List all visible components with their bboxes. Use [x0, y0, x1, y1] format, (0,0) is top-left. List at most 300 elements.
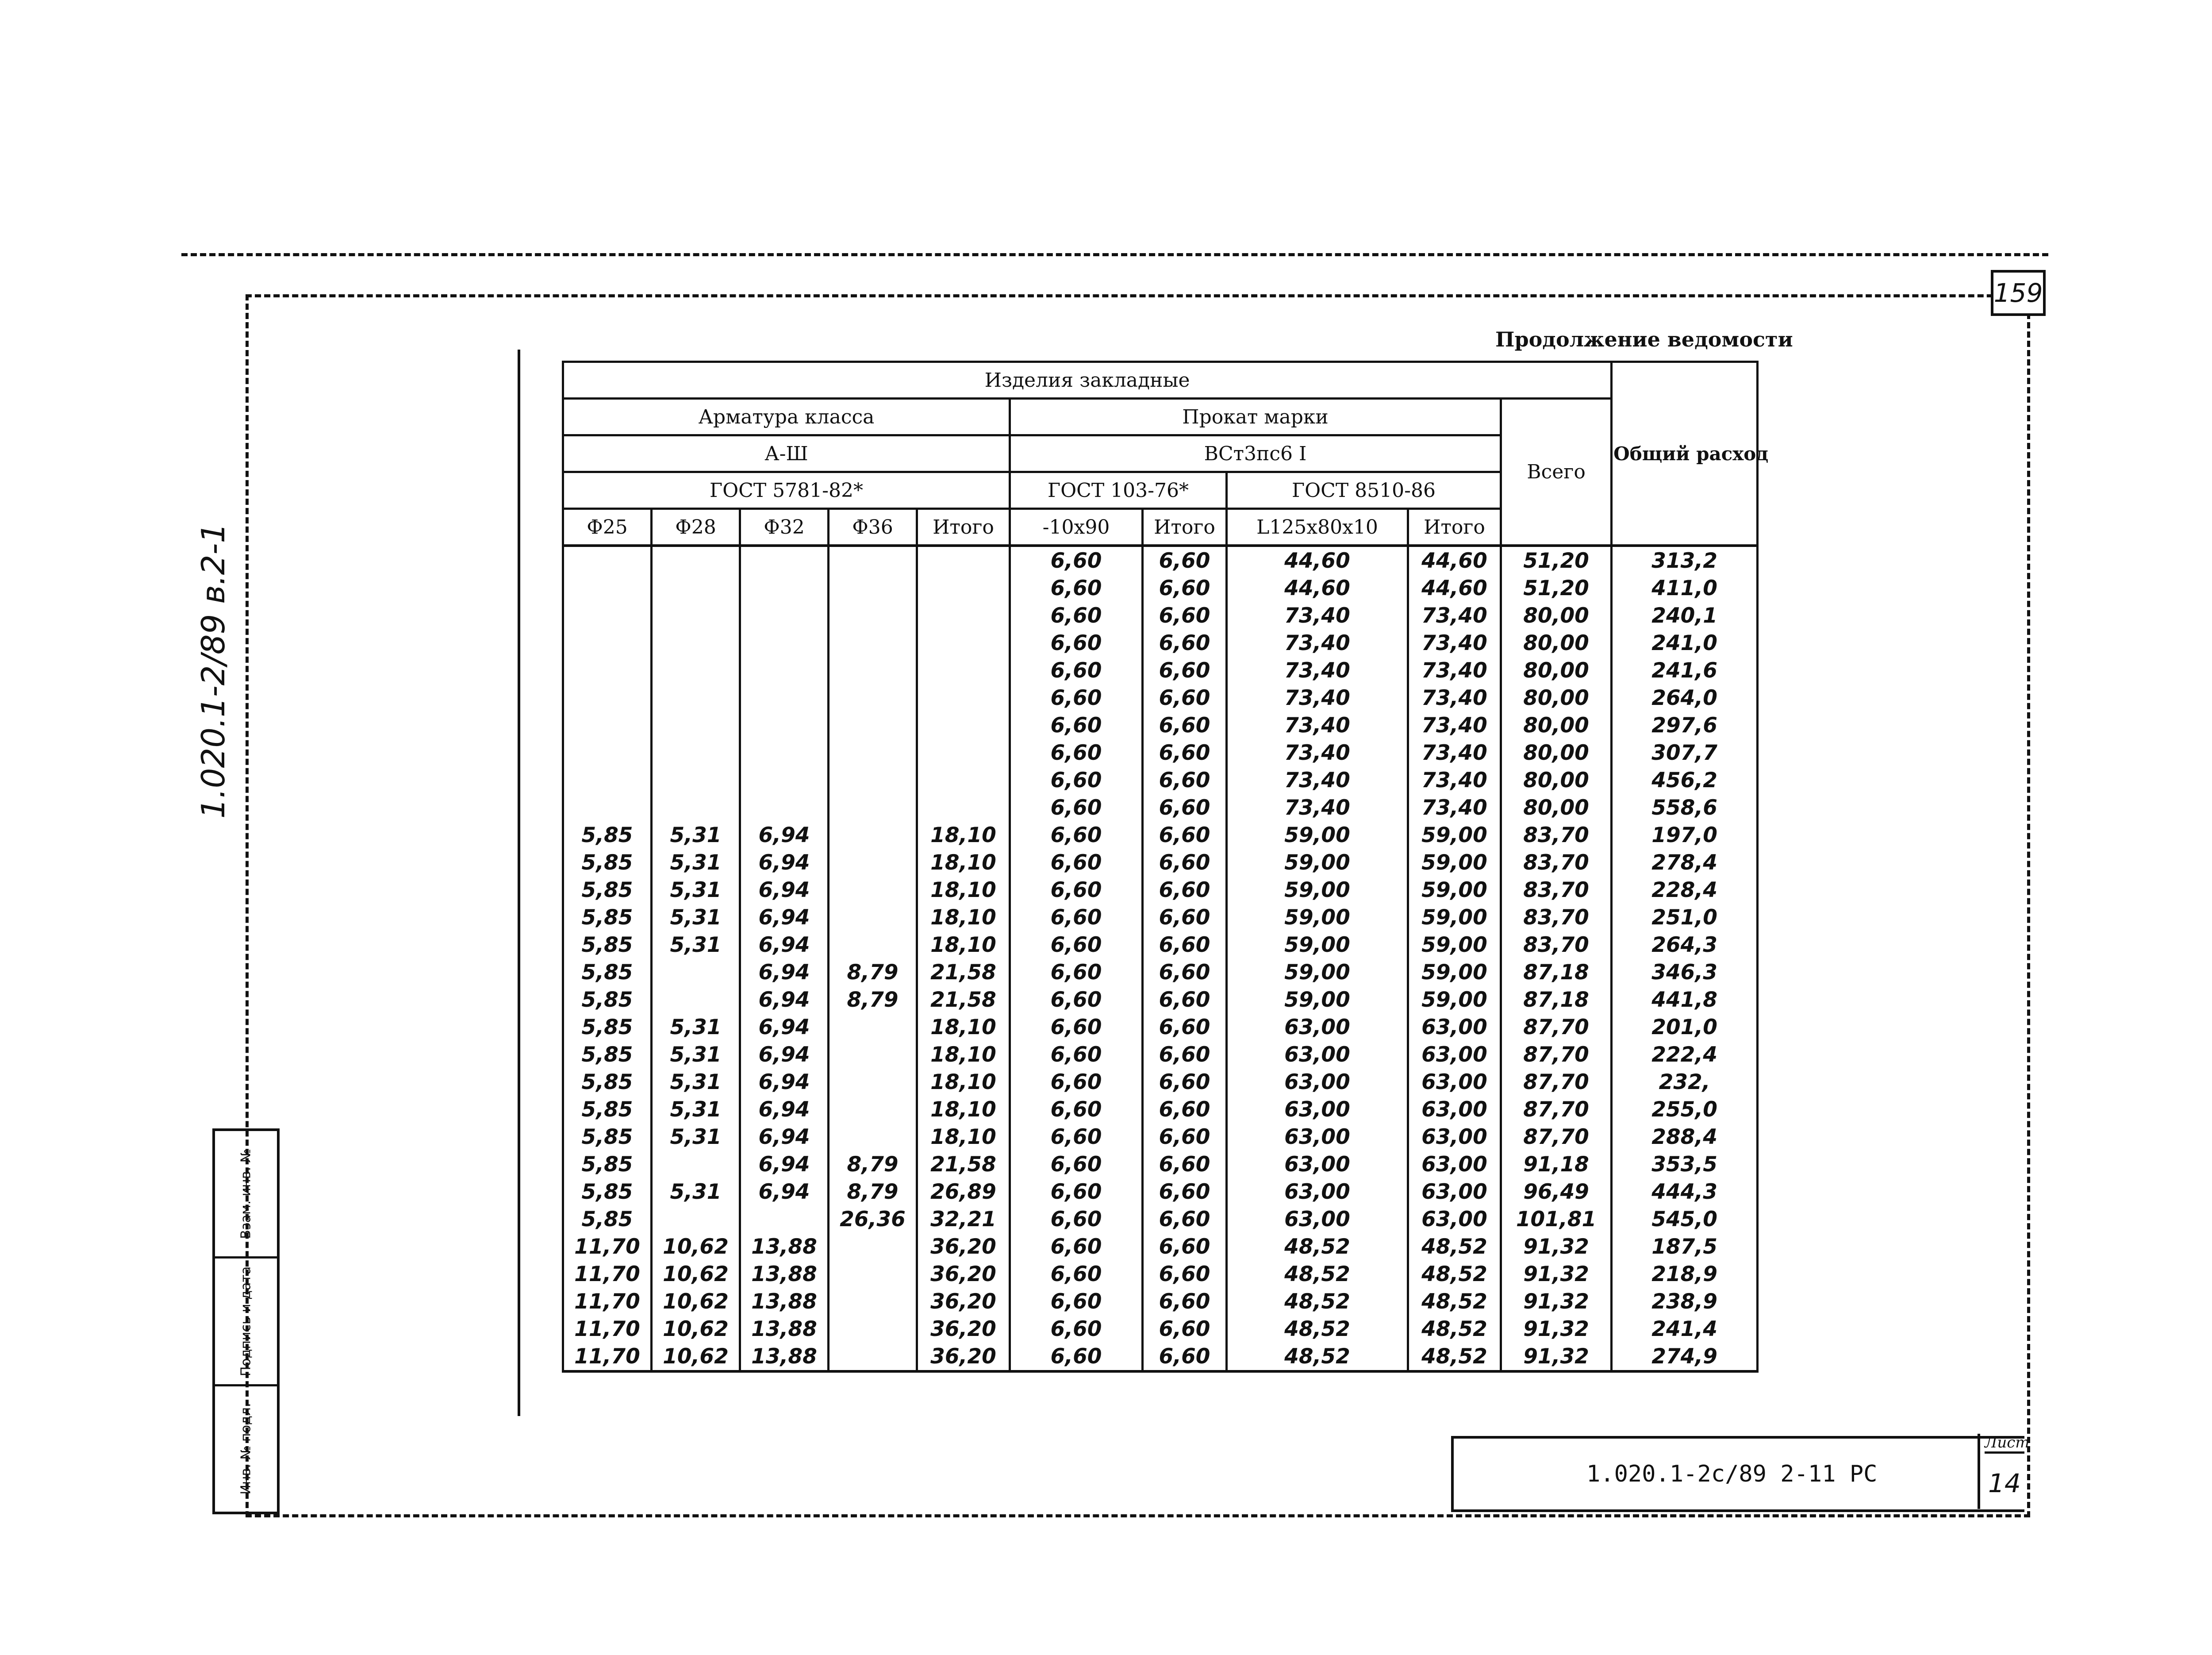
- table-cell: 36,20: [917, 1288, 1010, 1315]
- table-body: [563, 546, 1758, 1371]
- table-row: [563, 766, 1758, 794]
- table-cell: 36,20: [917, 1260, 1010, 1288]
- table-cell: 5,85: [563, 1151, 652, 1178]
- table-cell: 63,00: [1408, 1205, 1501, 1233]
- rolled-gost-2: ГОСТ 8510-86: [1227, 472, 1501, 509]
- table-cell: 21,58: [917, 958, 1010, 986]
- table-cell: 274,9: [1612, 1343, 1758, 1371]
- table-cell: 6,60: [1010, 821, 1143, 849]
- table-cell: 80,00: [1501, 684, 1612, 712]
- table-cell: 11,70: [563, 1343, 652, 1371]
- page-number: 159: [1991, 270, 2046, 316]
- table-cell: 6,60: [1010, 657, 1143, 684]
- table-cell: 6,60: [1143, 904, 1227, 931]
- table-cell: 8,79: [829, 958, 917, 986]
- table-cell: 13,88: [740, 1233, 829, 1260]
- table-cell: [829, 794, 917, 821]
- table-cell: 6,94: [740, 876, 829, 904]
- table-cell: [740, 794, 829, 821]
- table-cell: 18,10: [917, 1123, 1010, 1151]
- table-cell: 6,60: [1010, 1205, 1143, 1233]
- table-cell: 59,00: [1227, 931, 1408, 958]
- header-row-1: [563, 362, 1758, 399]
- table-cell: 6,60: [1143, 657, 1227, 684]
- table-cell: 5,85: [563, 931, 652, 958]
- table-row: [563, 1041, 1758, 1068]
- table-cell: 59,00: [1227, 958, 1408, 986]
- table-cell: 73,40: [1227, 684, 1408, 712]
- table-cell: 18,10: [917, 876, 1010, 904]
- table-cell: 48,52: [1227, 1343, 1408, 1371]
- table-cell: 83,70: [1501, 821, 1612, 849]
- table-cell: 5,31: [652, 904, 740, 931]
- table-cell: 73,40: [1408, 739, 1501, 766]
- table-cell: 6,60: [1010, 1178, 1143, 1205]
- table-cell: 6,60: [1143, 712, 1227, 739]
- table-row: [563, 876, 1758, 904]
- table-cell: 87,18: [1501, 986, 1612, 1013]
- column-header: Ф28: [652, 509, 740, 546]
- table-row: [563, 1151, 1758, 1178]
- table-cell: 87,70: [1501, 1013, 1612, 1041]
- table-cell: 63,00: [1227, 1013, 1408, 1041]
- table-cell: 73,40: [1227, 657, 1408, 684]
- table-cell: [652, 629, 740, 657]
- table-row: [563, 1178, 1758, 1205]
- group-title: Изделия закладные: [563, 362, 1612, 399]
- table-cell: 6,60: [1143, 629, 1227, 657]
- sheet-label: Лист: [1985, 1434, 2024, 1454]
- table-cell: 44,60: [1408, 574, 1501, 602]
- table-cell: 187,5: [1612, 1233, 1758, 1260]
- table-cell: [563, 794, 652, 821]
- table-cell: 59,00: [1227, 876, 1408, 904]
- table-cell: 197,0: [1612, 821, 1758, 849]
- table-cell: 264,0: [1612, 684, 1758, 712]
- table-cell: [740, 684, 829, 712]
- table-row: [563, 629, 1758, 657]
- table-cell: 63,00: [1408, 1096, 1501, 1123]
- table-cell: 21,58: [917, 986, 1010, 1013]
- table-cell: 73,40: [1408, 684, 1501, 712]
- table-row: [563, 1288, 1758, 1315]
- table-cell: 5,85: [563, 904, 652, 931]
- table-row: [563, 1315, 1758, 1343]
- table-cell: [917, 602, 1010, 629]
- table-heading: Продолжение ведомости: [1495, 327, 1793, 351]
- rolled-title: Прокат марки: [1010, 399, 1501, 435]
- table-cell: [652, 986, 740, 1013]
- table-cell: 59,00: [1408, 904, 1501, 931]
- table-cell: [829, 766, 917, 794]
- table-cell: 18,10: [917, 1041, 1010, 1068]
- table-row: [563, 602, 1758, 629]
- table-row: [563, 712, 1758, 739]
- table-cell: 5,85: [563, 876, 652, 904]
- table-left-margin: [518, 350, 565, 1416]
- table-cell: 10,62: [652, 1233, 740, 1260]
- table-cell: 5,85: [563, 1178, 652, 1205]
- table-cell: 5,85: [563, 849, 652, 876]
- top-cut-line: [181, 253, 2048, 256]
- table-cell: 73,40: [1408, 657, 1501, 684]
- table-cell: 8,79: [829, 1151, 917, 1178]
- table-cell: 91,18: [1501, 1151, 1612, 1178]
- table-cell: [829, 546, 917, 574]
- table-cell: 6,60: [1143, 684, 1227, 712]
- table-cell: [829, 1123, 917, 1151]
- table-cell: 5,85: [563, 1013, 652, 1041]
- table-cell: 36,20: [917, 1233, 1010, 1260]
- table-cell: [652, 739, 740, 766]
- general-header: Общий расход: [1612, 362, 1758, 546]
- table-cell: 83,70: [1501, 904, 1612, 931]
- table-cell: 6,94: [740, 931, 829, 958]
- table-cell: [652, 794, 740, 821]
- table-cell: 73,40: [1408, 766, 1501, 794]
- table-cell: 6,60: [1010, 739, 1143, 766]
- table-cell: 228,4: [1612, 876, 1758, 904]
- table-cell: 5,85: [563, 986, 652, 1013]
- table-cell: 6,60: [1143, 546, 1227, 574]
- table-cell: 73,40: [1408, 794, 1501, 821]
- table-cell: 63,00: [1408, 1041, 1501, 1068]
- table-cell: 73,40: [1408, 602, 1501, 629]
- table-cell: [740, 629, 829, 657]
- stamp-cell-3: [215, 1386, 277, 1512]
- table-cell: [917, 546, 1010, 574]
- armature-title: Арматура класса: [563, 399, 1010, 435]
- table-cell: 59,00: [1227, 904, 1408, 931]
- table-cell: 6,60: [1143, 821, 1227, 849]
- table-cell: [740, 574, 829, 602]
- table-cell: [829, 1343, 917, 1371]
- table-row: [563, 1233, 1758, 1260]
- table-cell: 6,94: [740, 1096, 829, 1123]
- table-cell: 5,85: [563, 958, 652, 986]
- table-cell: 13,88: [740, 1343, 829, 1371]
- table-cell: 6,94: [740, 1041, 829, 1068]
- table-cell: 63,00: [1408, 1151, 1501, 1178]
- table-cell: 5,31: [652, 1041, 740, 1068]
- table-cell: 10,62: [652, 1315, 740, 1343]
- table-cell: 222,4: [1612, 1041, 1758, 1068]
- table-cell: [829, 904, 917, 931]
- table-cell: 5,31: [652, 1178, 740, 1205]
- table-cell: [563, 712, 652, 739]
- table-row: [563, 958, 1758, 986]
- table-cell: 6,60: [1143, 1123, 1227, 1151]
- table-cell: 264,3: [1612, 931, 1758, 958]
- table-cell: 6,60: [1143, 602, 1227, 629]
- table-cell: 241,6: [1612, 657, 1758, 684]
- table-cell: 44,60: [1227, 546, 1408, 574]
- table-cell: 21,58: [917, 1151, 1010, 1178]
- table-cell: [652, 546, 740, 574]
- table-cell: 80,00: [1501, 602, 1612, 629]
- table-cell: 6,60: [1143, 766, 1227, 794]
- table-cell: 48,52: [1227, 1315, 1408, 1343]
- table-cell: [829, 1013, 917, 1041]
- table-row: [563, 794, 1758, 821]
- table-cell: 6,60: [1143, 1205, 1227, 1233]
- table-cell: 6,94: [740, 958, 829, 986]
- table-cell: 18,10: [917, 821, 1010, 849]
- table-row: [563, 1068, 1758, 1096]
- table-cell: 83,70: [1501, 876, 1612, 904]
- table-cell: 201,0: [1612, 1013, 1758, 1041]
- table-cell: 5,85: [563, 1205, 652, 1233]
- table-cell: [563, 574, 652, 602]
- table-cell: 6,60: [1143, 1151, 1227, 1178]
- table-cell: [829, 1315, 917, 1343]
- table-cell: 5,31: [652, 1123, 740, 1151]
- table-cell: 5,31: [652, 1068, 740, 1096]
- table-cell: [563, 602, 652, 629]
- table-row: [563, 546, 1758, 574]
- table-cell: 6,60: [1143, 876, 1227, 904]
- table-cell: 18,10: [917, 1096, 1010, 1123]
- table-cell: [917, 712, 1010, 739]
- table-cell: 18,10: [917, 904, 1010, 931]
- table-cell: 11,70: [563, 1233, 652, 1260]
- table-cell: 5,85: [563, 1041, 652, 1068]
- table-cell: 5,31: [652, 931, 740, 958]
- table-cell: 6,94: [740, 986, 829, 1013]
- table-cell: 241,0: [1612, 629, 1758, 657]
- table-cell: 36,20: [917, 1343, 1010, 1371]
- table-cell: 59,00: [1408, 931, 1501, 958]
- stamp-cell-2: [215, 1259, 277, 1386]
- table-cell: 80,00: [1501, 739, 1612, 766]
- table-cell: [563, 657, 652, 684]
- table-cell: 48,52: [1408, 1233, 1501, 1260]
- table-cell: [829, 629, 917, 657]
- table-row: [563, 904, 1758, 931]
- table-cell: 6,60: [1010, 1013, 1143, 1041]
- table-cell: 59,00: [1227, 986, 1408, 1013]
- table-cell: 444,3: [1612, 1178, 1758, 1205]
- table-cell: 6,60: [1143, 1288, 1227, 1315]
- table-cell: 63,00: [1227, 1123, 1408, 1151]
- table-cell: [829, 574, 917, 602]
- table-cell: 6,60: [1010, 1315, 1143, 1343]
- table-row: [563, 657, 1758, 684]
- left-stamp: [212, 1128, 280, 1514]
- table-cell: 6,60: [1010, 712, 1143, 739]
- table-cell: [917, 766, 1010, 794]
- table-cell: [652, 1151, 740, 1178]
- table-cell: 6,94: [740, 1068, 829, 1096]
- table-cell: [740, 546, 829, 574]
- table-cell: 91,32: [1501, 1260, 1612, 1288]
- table-cell: 6,60: [1143, 1096, 1227, 1123]
- table-cell: [917, 684, 1010, 712]
- table-cell: 13,88: [740, 1315, 829, 1343]
- table-cell: 59,00: [1408, 876, 1501, 904]
- table-cell: 6,60: [1010, 904, 1143, 931]
- table-cell: [829, 602, 917, 629]
- table-cell: 91,32: [1501, 1315, 1612, 1343]
- stamp-label: Подпись и дата: [238, 1266, 254, 1377]
- table-cell: 63,00: [1408, 1013, 1501, 1041]
- table-cell: 48,52: [1227, 1260, 1408, 1288]
- column-header: Ф25: [563, 509, 652, 546]
- table-cell: 73,40: [1227, 602, 1408, 629]
- table-row: [563, 1013, 1758, 1041]
- table-cell: 18,10: [917, 931, 1010, 958]
- table-cell: 6,60: [1010, 546, 1143, 574]
- table-cell: 59,00: [1408, 986, 1501, 1013]
- table-cell: [740, 712, 829, 739]
- table-cell: 83,70: [1501, 931, 1612, 958]
- table-cell: [829, 821, 917, 849]
- table-cell: 6,94: [740, 1178, 829, 1205]
- table-cell: 6,60: [1010, 1123, 1143, 1151]
- table-cell: [829, 1260, 917, 1288]
- table-cell: [652, 657, 740, 684]
- table-cell: 6,60: [1143, 1315, 1227, 1343]
- table-cell: 73,40: [1227, 712, 1408, 739]
- table-cell: 10,62: [652, 1288, 740, 1315]
- table-cell: 307,7: [1612, 739, 1758, 766]
- table-cell: 63,00: [1227, 1178, 1408, 1205]
- table-cell: 87,70: [1501, 1068, 1612, 1096]
- table-row: [563, 1260, 1758, 1288]
- table-cell: 6,60: [1143, 931, 1227, 958]
- table-cell: 87,18: [1501, 958, 1612, 986]
- table-cell: 6,60: [1010, 1068, 1143, 1096]
- table-cell: 18,10: [917, 849, 1010, 876]
- table-cell: 6,60: [1010, 849, 1143, 876]
- table-cell: 96,49: [1501, 1178, 1612, 1205]
- table-cell: 232,: [1612, 1068, 1758, 1096]
- table-cell: 101,81: [1501, 1205, 1612, 1233]
- table-cell: [563, 684, 652, 712]
- table-cell: 26,36: [829, 1205, 917, 1233]
- table-cell: 11,70: [563, 1288, 652, 1315]
- table-cell: [917, 739, 1010, 766]
- table-cell: 6,60: [1143, 574, 1227, 602]
- table-cell: 63,00: [1227, 1205, 1408, 1233]
- table-cell: 6,94: [740, 1013, 829, 1041]
- table-cell: 63,00: [1227, 1151, 1408, 1178]
- table-cell: 18,10: [917, 1013, 1010, 1041]
- table-cell: 91,32: [1501, 1288, 1612, 1315]
- table-row: [563, 821, 1758, 849]
- table-cell: 5,31: [652, 849, 740, 876]
- table-cell: 218,9: [1612, 1260, 1758, 1288]
- table-cell: 73,40: [1227, 766, 1408, 794]
- table-cell: 51,20: [1501, 546, 1612, 574]
- sheet-box: [1978, 1434, 2030, 1509]
- table-cell: 80,00: [1501, 766, 1612, 794]
- table-cell: 6,60: [1143, 1041, 1227, 1068]
- table-cell: 6,60: [1010, 931, 1143, 958]
- table-cell: 48,52: [1408, 1288, 1501, 1315]
- table-cell: [563, 629, 652, 657]
- table-cell: 6,60: [1143, 849, 1227, 876]
- table-cell: 44,60: [1408, 546, 1501, 574]
- table-cell: [652, 602, 740, 629]
- table-cell: 6,60: [1010, 1233, 1143, 1260]
- table-cell: 6,60: [1143, 739, 1227, 766]
- table-cell: [829, 684, 917, 712]
- table-cell: 80,00: [1501, 657, 1612, 684]
- table-cell: 251,0: [1612, 904, 1758, 931]
- table-cell: 241,4: [1612, 1315, 1758, 1343]
- table-cell: 6,60: [1010, 629, 1143, 657]
- table-cell: 87,70: [1501, 1123, 1612, 1151]
- title-block: [1451, 1436, 2024, 1512]
- table-row: [563, 986, 1758, 1013]
- table-row: [563, 739, 1758, 766]
- table-row: [563, 849, 1758, 876]
- table-cell: 48,52: [1408, 1315, 1501, 1343]
- table-cell: 59,00: [1408, 958, 1501, 986]
- table-cell: 11,70: [563, 1260, 652, 1288]
- table-cell: 353,5: [1612, 1151, 1758, 1178]
- table-cell: 13,88: [740, 1260, 829, 1288]
- table-cell: [829, 876, 917, 904]
- table-cell: 5,31: [652, 1013, 740, 1041]
- table-cell: 6,60: [1143, 1343, 1227, 1371]
- table-cell: 48,52: [1408, 1343, 1501, 1371]
- table-cell: [652, 958, 740, 986]
- table-cell: 6,60: [1010, 986, 1143, 1013]
- table-row: [563, 1343, 1758, 1371]
- table-cell: 6,60: [1143, 1178, 1227, 1205]
- table-cell: [829, 931, 917, 958]
- table-cell: 6,60: [1010, 794, 1143, 821]
- table-cell: 11,70: [563, 1315, 652, 1343]
- table-cell: 73,40: [1408, 712, 1501, 739]
- total-header: Всего: [1501, 399, 1612, 546]
- sheet-number: 14: [1988, 1468, 2021, 1498]
- table-cell: [829, 1041, 917, 1068]
- table-cell: [563, 766, 652, 794]
- table-cell: 456,2: [1612, 766, 1758, 794]
- table-cell: 6,60: [1010, 958, 1143, 986]
- table-cell: 91,32: [1501, 1343, 1612, 1371]
- table-cell: [652, 684, 740, 712]
- table-cell: 6,60: [1010, 574, 1143, 602]
- table-cell: 73,40: [1227, 739, 1408, 766]
- column-header: Ф32: [740, 509, 829, 546]
- column-header: Ф36: [829, 509, 917, 546]
- table-cell: 59,00: [1227, 849, 1408, 876]
- table-cell: 5,85: [563, 821, 652, 849]
- table-cell: [652, 1205, 740, 1233]
- table-cell: 63,00: [1227, 1041, 1408, 1068]
- table-cell: 36,20: [917, 1315, 1010, 1343]
- table-cell: 6,94: [740, 1123, 829, 1151]
- table-cell: [652, 766, 740, 794]
- table-cell: [829, 1233, 917, 1260]
- table-cell: [917, 629, 1010, 657]
- table-cell: 6,60: [1143, 1233, 1227, 1260]
- table-cell: [740, 602, 829, 629]
- document-code: 1.020.1-2с/89 2-11 РС: [1586, 1461, 1878, 1487]
- table-cell: 6,60: [1010, 1041, 1143, 1068]
- table-cell: 6,94: [740, 849, 829, 876]
- table-cell: 411,0: [1612, 574, 1758, 602]
- table-cell: [917, 657, 1010, 684]
- table-cell: [652, 712, 740, 739]
- table-cell: [563, 546, 652, 574]
- table-cell: 6,60: [1010, 766, 1143, 794]
- column-header: Итого: [1408, 509, 1501, 546]
